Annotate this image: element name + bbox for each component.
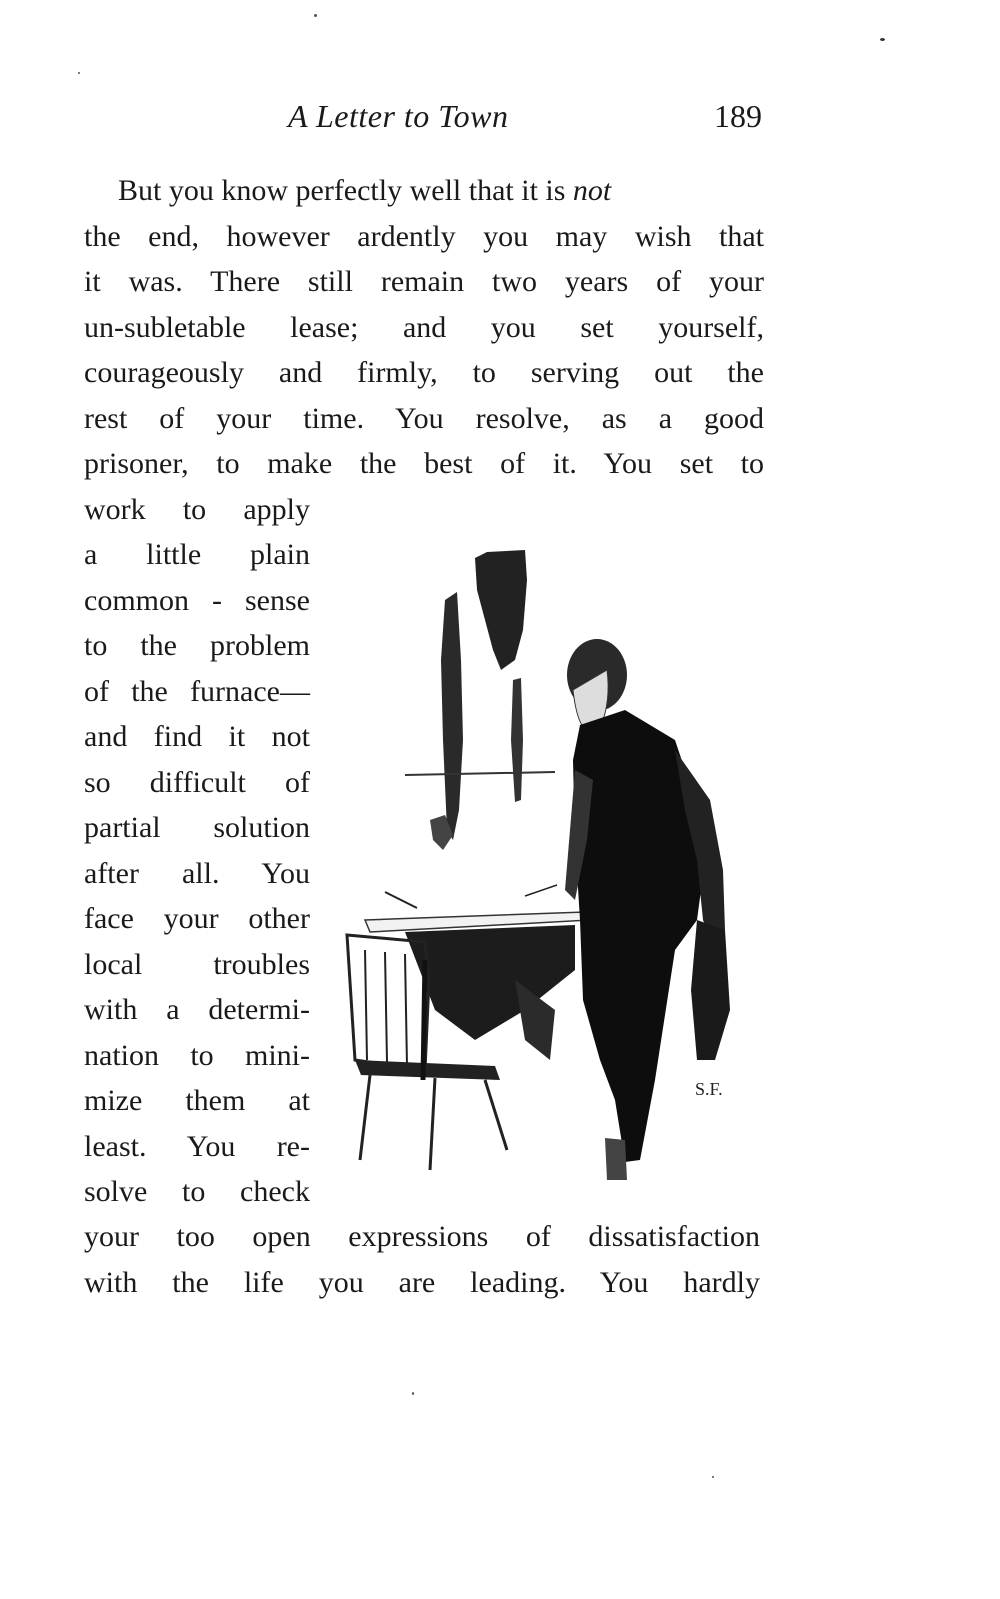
scan-speck bbox=[880, 38, 885, 41]
page-number: 189 bbox=[714, 98, 762, 134]
text-line: un-subletable lease; and you set yourself, bbox=[84, 311, 764, 344]
scan-speck bbox=[712, 1476, 714, 1478]
emphasized-word: not bbox=[572, 174, 612, 207]
text-run: But you know perfectly well that it is bbox=[118, 174, 573, 207]
text-line: common - sense bbox=[84, 584, 310, 617]
text-line: mize them at bbox=[84, 1084, 310, 1117]
text-line: the end, however ardently you may wish that bbox=[84, 220, 764, 253]
text-line: it was. There still remain two years of your bbox=[84, 265, 764, 298]
text-line: of the furnace— bbox=[84, 675, 310, 708]
scan-speck bbox=[412, 1392, 414, 1395]
text-line: face your other bbox=[84, 902, 310, 935]
illustration-man-at-table bbox=[325, 540, 760, 1205]
text-line: courageously and firmly, to serving out the bbox=[84, 356, 764, 389]
window-curtain bbox=[405, 550, 555, 850]
text-line: solve to check bbox=[84, 1175, 310, 1208]
text-line: with the life you are leading. You hardly bbox=[84, 1266, 760, 1299]
text-line: rest of your time. You resolve, as a good bbox=[84, 402, 764, 435]
table bbox=[365, 885, 590, 1060]
text-line: least. You re- bbox=[84, 1130, 310, 1163]
running-head-title: A Letter to Town bbox=[288, 98, 509, 134]
text-line: your too open expressions of dissatisfaction bbox=[84, 1220, 760, 1253]
scan-speck bbox=[314, 14, 317, 17]
scan-speck bbox=[78, 72, 80, 74]
text-line: to the problem bbox=[84, 629, 310, 662]
text-line: work to apply bbox=[84, 493, 310, 526]
text-line: prisoner, to make the best of it. You set to bbox=[84, 447, 764, 480]
text-line: so difficult of bbox=[84, 766, 310, 799]
text-line bbox=[118, 176, 611, 206]
text-line: local troubles bbox=[84, 948, 310, 981]
text-line: partial solution bbox=[84, 811, 310, 844]
text-line: after all. You bbox=[84, 857, 310, 890]
artist-signature: S.F. bbox=[695, 1079, 723, 1099]
text-line: a little plain bbox=[84, 538, 310, 571]
text-line: with a determi- bbox=[84, 993, 310, 1026]
text-line: nation to mini- bbox=[84, 1039, 310, 1072]
text-line: and find it not bbox=[84, 720, 310, 753]
